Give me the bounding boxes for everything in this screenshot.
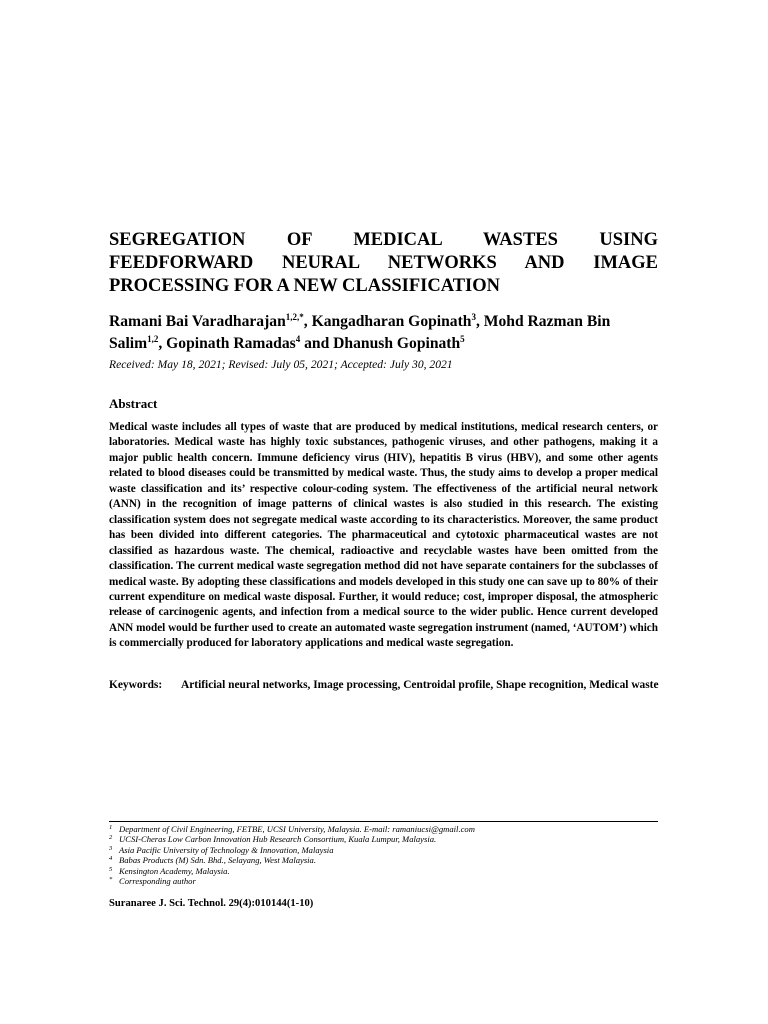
keywords-text: Artificial neural networks, Image processing, Centroidal profile, Shape recognition, Medical waste bbox=[181, 679, 659, 691]
footnotes bbox=[109, 824, 661, 886]
footnote-item bbox=[109, 845, 661, 855]
footnote-item bbox=[109, 855, 661, 865]
footnote-item bbox=[109, 866, 661, 876]
author-name: Ramani Bai Varadharajan bbox=[109, 313, 286, 330]
author-name: and Dhanush Gopinath bbox=[300, 335, 461, 352]
affiliation-mark: 5 bbox=[460, 334, 465, 344]
abstract-heading: Abstract bbox=[109, 396, 158, 411]
keywords-block bbox=[109, 678, 661, 694]
title-line: FEEDFORWARD NEURAL NETWORKS AND IMAGE bbox=[109, 253, 658, 273]
footnote-mark: 2 bbox=[109, 834, 113, 842]
footnote-item bbox=[109, 876, 661, 886]
footnote-mark: 3 bbox=[109, 844, 113, 852]
footnote-text: Asia Pacific University of Technology & Innovation, Malaysia bbox=[119, 844, 334, 855]
title-line: PROCESSING FOR A NEW CLASSIFICATION bbox=[109, 276, 500, 296]
footnote-mark: 1 bbox=[109, 824, 113, 831]
footnote-divider bbox=[109, 821, 658, 822]
footnote-item bbox=[109, 834, 661, 844]
footnote-mark: 4 bbox=[109, 855, 113, 863]
footnote-mark: * bbox=[109, 876, 113, 884]
footnote-mark: 5 bbox=[109, 865, 113, 873]
title-line: SEGREGATION OF MEDICAL WASTES USING bbox=[109, 230, 658, 250]
footnote-text: Corresponding author bbox=[119, 876, 196, 887]
affiliation-mark: 4 bbox=[295, 334, 301, 344]
affiliation-mark: 1,2 bbox=[147, 334, 159, 344]
paper-title bbox=[109, 229, 658, 298]
footnote-text: Department of Civil Engineering, FETBE, UCSI University, Malaysia. E-mail: ramaniucsi@gmail.com bbox=[119, 824, 475, 834]
abstract-text: Medical waste includes all types of waste that are produced by medical institutions, medical research centers, or laboratories. Medical waste has highly toxic substances, pathogenic viruses, and other pathogens, making it a major public health concern. Immune deficiency virus (HIV), hepatitis B virus (HBV), and some other agents related to blood diseases could be transmitted by medical waste. Thus, the study aims to develop a proper medical waste classification and its’ respective colour-coding system. The effectiveness of the artificial neural network (ANN) in the recognition of image patterns of clinical wastes is also studied in this research. The existing classification system does not segregate medical waste according to its characteristics. Moreover, the same product has been divided into different categories. The pharmaceutical and cytotoxic pharmaceutical wastes are not classified as hazardous waste. The chemical, radioactive and recyclable wastes have been omitted from the classification. The current medical waste segregation method did not have separate containers for the subclasses of medical waste. By adopting these classifications and models developed in this study one can save up to 80% of their current expenditure on medical waste disposal. Further, it would reduce; cost, improper disposal, the atmospheric release of carcinogenic agents, and infection from a medical source to the wider public. Hence current developed ANN model would be further used to create an automated waste segregation instrument (named, ‘AUTOM’) which is commercially produced for laboratory applications and medical waste segregation. bbox=[109, 421, 658, 650]
keywords-label: Keywords: bbox=[109, 679, 163, 691]
affiliation-mark: 1,2,* bbox=[285, 312, 304, 322]
author-name: , Gopinath Ramadas bbox=[158, 335, 296, 352]
author-name: , Kangadharan Gopinath bbox=[303, 313, 472, 330]
journal-citation: Suranaree J. Sci. Technol. 29(4):010144(1-10) bbox=[109, 898, 314, 909]
footnote-item bbox=[109, 824, 661, 834]
affiliation-mark: 3 bbox=[471, 312, 476, 322]
author-name: , Mohd Razman Bin Salim bbox=[109, 313, 611, 352]
footnote-text: UCSI-Cheras Low Carbon Innovation Hub Research Consortium, Kuala Lumpur, Malaysia. bbox=[119, 834, 437, 845]
footnote-text: Kensington Academy, Malaysia. bbox=[119, 865, 230, 876]
submission-dates: Received: May 18, 2021; Revised: July 05, 2021; Accepted: July 30, 2021 bbox=[109, 358, 453, 371]
author-list bbox=[109, 311, 661, 355]
footnote-text: Babas Products (M) Sdn. Bhd., Selayang, West Malaysia. bbox=[119, 855, 316, 866]
